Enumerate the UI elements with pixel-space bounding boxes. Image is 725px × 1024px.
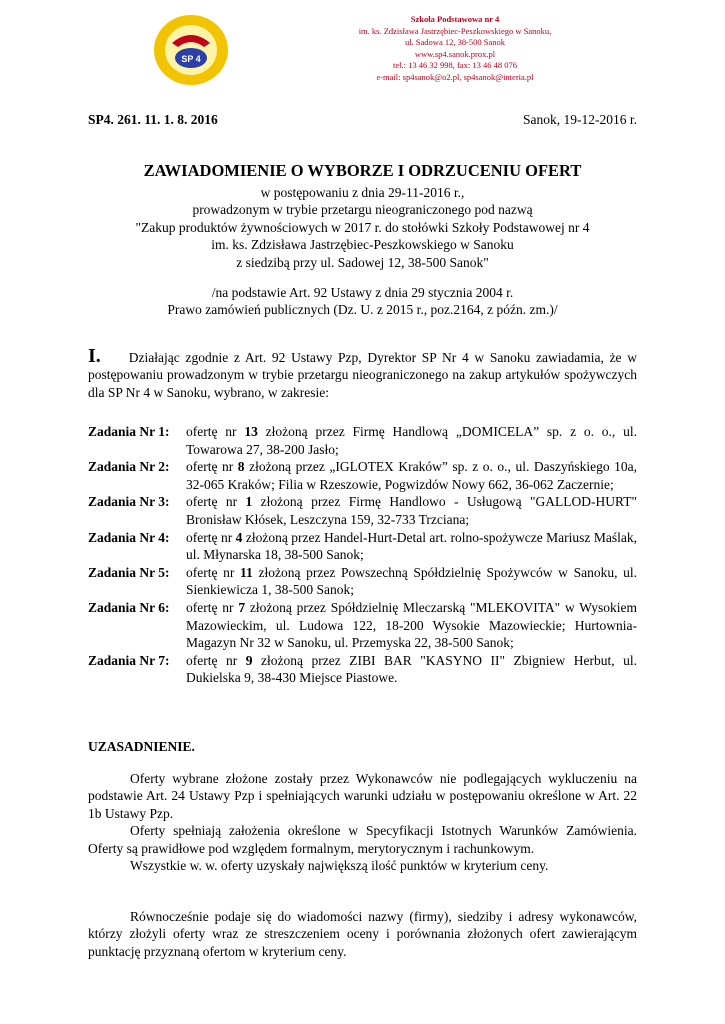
task-item (88, 493, 637, 528)
justification-heading: UZASADNIENIE. (88, 739, 195, 754)
task-label: Zadania Nr 5: (88, 564, 170, 580)
subtitle-line: z siedzibą przy ul. Sadowej 12, 38-500 Sanok" (236, 254, 489, 270)
subtitle-line: w postępowaniu z dnia 29-11-2016 r., (260, 185, 465, 200)
closing-paragraph-block (88, 908, 637, 960)
justification-body (88, 770, 637, 874)
task-label: Zadania Nr 1: (88, 424, 170, 439)
section-1 (88, 345, 637, 401)
document-meta (88, 112, 637, 128)
task-label: Zadania Nr 6: (88, 599, 170, 615)
section-1-text: Działając zgodnie z Art. 92 Ustawy Pzp, Dyrektor SP Nr 4 w Sanoku zawiadamia, że w postępowaniu prowadzonym w trybie przetargu nieograniczonego na zakup artykułów spożywczych dla SP Nr 4 w Sanoku, wybrano, w zakresie: (88, 350, 637, 400)
legal-line: /na podstawie Art. 92 Ustawy z dnia 29 stycznia 2004 r. (211, 285, 514, 300)
task-text: ofertę nr 9 złożoną przez ZIBI BAR "KASYNO II" Zbigniew Herbut, ul. Dukielska 9, 38-430 Miejsce Piastowe. (186, 652, 637, 686)
task-item (88, 599, 637, 652)
legal-basis (88, 284, 637, 319)
justification-paragraph: Oferty wybrane złożone zostały przez Wykonawców nie podlegających wykluczeniu na podstawie Art. 24 Ustawy Pzp i spełniających warunki udziału w postępowaniu określone w Art. 22 1b Ustawy Pzp. (88, 771, 637, 821)
task-text: ofertę nr 11 złożoną przez Powszechną Spółdzielnię Spożywców w Sanoku, ul. Sienkiewicza 1, 38-500 Sanok; (186, 564, 637, 598)
subtitle-line: "Zakup produktów żywnościowych w 2017 r. do stołówki Szkoły Podstawowej nr 4 (135, 219, 590, 235)
section-number: I. (88, 345, 101, 367)
subtitle-line: prowadzonym w trybie przetargu nieograniczonego pod nazwą (192, 202, 533, 218)
school-logo (152, 13, 230, 87)
school-address-line: im. ks. Zdzisława Jastrzębiec-Peszkowskiego w Sanoku, (358, 25, 552, 36)
offer-number: 9 (245, 652, 253, 668)
legal-line: Prawo zamówień publicznych (Dz. U. z 2015 r., poz.2164, z późn. zm.)/ (167, 302, 558, 318)
document-date: Sanok, 19-12-2016 r. (523, 112, 637, 127)
task-item (88, 458, 637, 493)
task-item (88, 423, 637, 458)
task-text: ofertę nr 7 złożoną przez Spółdzielnię Mleczarską "MLEKOVITA" w Wysokiem Mazowieckim, ul. Ludowa 122, 18-200 Wysokie Mazowieckie; Hurtownia-Magazyn Nr 32 w Sanoku, ul. Przemyska 22, 38-500 Sanok; (186, 599, 637, 651)
justification-paragraph: Oferty spełniają założenia określone w Specyfikacji Istotnych Warunków Zamówienia. Oferty są prawidłowe pod względem formalnym, merytorycznym i rachunkowym. (88, 823, 637, 856)
task-item (88, 529, 637, 564)
closing-paragraph: Równocześnie podaje się do wiadomości nazwy (firmy), siedziby i adresy wykonawców, którzy złożyli oferty wraz ze streszczeniem oceny i porównania złożonych ofert zawierającym punktację przyznaną ofertom w kryterium ceny. (88, 909, 637, 959)
task-item (88, 652, 637, 687)
school-website: www.sp4.sanok.prox.pl (414, 48, 496, 59)
school-phone: tel.: 13 46 32 998, fax: 13 46 48 076 (393, 60, 517, 71)
document-title: ZAWIADOMIENIE O WYBORZE I ODRZUCENIU OFERT (143, 161, 582, 180)
school-name: Szkoła Podstawowa nr 4 (410, 14, 500, 24)
offer-number: 1 (245, 494, 253, 510)
task-label: Zadania Nr 4: (88, 529, 170, 545)
task-text: ofertę nr 1 złożoną przez Firmę Handlowo - Usługową "GALLOD-HURT" Bronisław Kłósek, Leszczyna 159, 32-733 Trzciana; (186, 494, 637, 527)
task-text: ofertę nr 8 złożoną przez „IGLOTEX Kraków” sp. z o. o., ul. Daszyńskiego 10a, 32-065 Kraków; Filia w Rzeszowie, Pogwizdów Nowy 662, 36-062 Zaczernie; (186, 459, 637, 492)
task-item (88, 564, 637, 599)
task-text: ofertę nr 13 złożoną przez Firmę Handlową „DOMICELA” sp. z o. o., ul. Towarowa 27, 38-200 Jasło; (186, 424, 637, 457)
document-reference: SP4. 261. 11. 1. 8. 2016 (88, 112, 218, 127)
school-address-line: ul. Sadowa 12, 38-500 Sanok (404, 37, 506, 48)
subtitle-line: im. ks. Zdzisława Jastrzębiec-Peszkowskiego w Sanoku (211, 237, 514, 253)
school-email: e-mail: sp4sanok@o2.pl, sp4sanok@interia.pl (376, 71, 534, 82)
task-text: ofertę nr 4 złożoną przez Handel-Hurt-Detal art. rolno-spożywcze Mariusz Maślak, ul. Młynarska 18, 38-500 Sanok; (186, 529, 637, 563)
task-label: Zadania Nr 3: (88, 494, 170, 510)
logo-text: SP 4 (181, 54, 201, 64)
tasks-list (88, 423, 637, 687)
school-address-block (300, 14, 610, 84)
offer-number: 8 (237, 459, 245, 475)
offer-number: 7 (238, 599, 246, 615)
task-label: Zadania Nr 2: (88, 459, 170, 475)
task-label: Zadania Nr 7: (88, 652, 170, 668)
justification-paragraph: Wszystkie w. w. oferty uzyskały największą ilość punktów w kryterium ceny. (130, 858, 549, 874)
offer-number: 4 (235, 529, 243, 545)
subtitle-block (88, 184, 637, 271)
offer-number: 13 (244, 424, 258, 439)
offer-number: 11 (240, 564, 253, 580)
